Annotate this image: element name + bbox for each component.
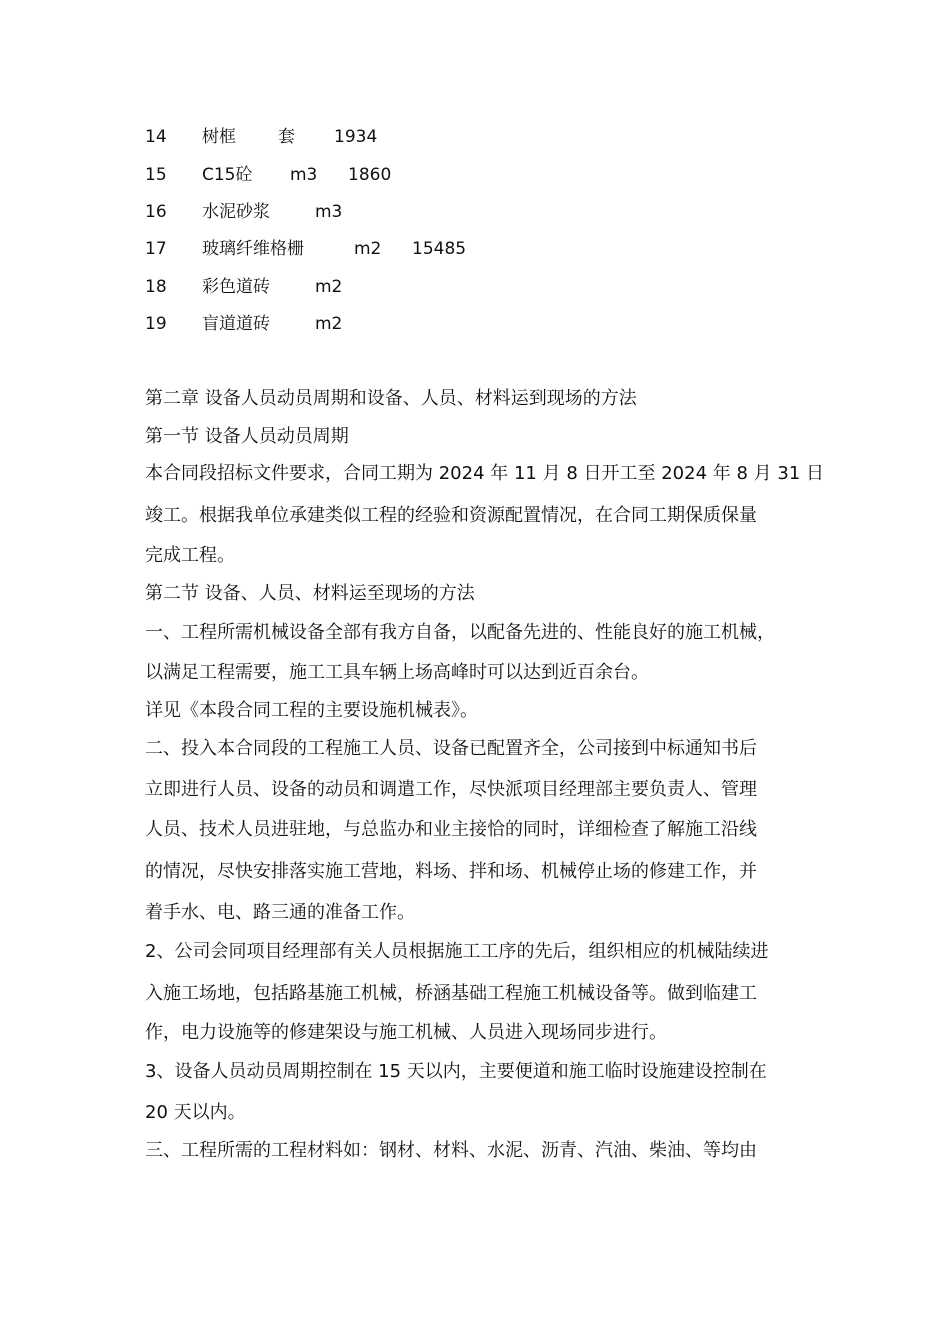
- paragraph-line: 本合同段招标文件要求，合同工期为 2024 年 11 月 8 日开工至 2024 年 8 月 31 日: [145, 463, 824, 484]
- paragraph-line: 详见《本段合同工程的主要设施机械表》。: [145, 700, 478, 721]
- paragraph-line: 三、工程所需的工程材料如：钢材、材料、水泥、沥青、汽油、柴油、等均由: [145, 1140, 757, 1161]
- paragraph-line: 完成工程。: [145, 545, 235, 566]
- material-name: 树框: [202, 127, 236, 147]
- material-unit: m2: [315, 277, 343, 297]
- paragraph-line: 2、公司会同项目经理部有关人员根据施工工序的先后，组织相应的机械陆续进: [145, 941, 769, 962]
- material-unit: 套: [278, 127, 295, 147]
- material-name: 玻璃纤维格栅: [202, 239, 304, 259]
- material-name: 水泥砂浆: [202, 202, 270, 222]
- paragraph-line: 20 天以内。: [145, 1102, 246, 1123]
- material-quantity: 1860: [348, 165, 392, 185]
- material-name: 彩色道砖: [202, 277, 270, 297]
- chapter-heading: 第二章 设备人员动员周期和设备、人员、材料运到现场的方法: [145, 388, 637, 409]
- row-number: 19: [145, 314, 167, 334]
- material-quantity: 15485: [412, 239, 467, 259]
- paragraph-line: 二、投入本合同段的工程施工人员、设备已配置齐全，公司接到中标通知书后: [145, 738, 757, 759]
- paragraph-line: 着手水、电、路三通的准备工作。: [145, 902, 415, 923]
- row-number: 14: [145, 127, 167, 147]
- section-heading: 第二节 设备、人员、材料运至现场的方法: [145, 583, 475, 604]
- material-name: 盲道道砖: [202, 314, 270, 334]
- material-unit: m3: [315, 202, 343, 222]
- material-unit: m3: [290, 165, 318, 185]
- paragraph-line: 一、工程所需机械设备全部有我方自备，以配备先进的、性能良好的施工机械，: [145, 622, 775, 643]
- paragraph-line: 人员、技术人员进驻地，与总监办和业主接恰的同时，详细检查了解施工沿线: [145, 819, 757, 840]
- paragraph-line: 以满足工程需要，施工工具车辆上场高峰时可以达到近百余台。: [145, 662, 649, 683]
- row-number: 16: [145, 202, 167, 222]
- paragraph-line: 立即进行人员、设备的动员和调遣工作，尽快派项目经理部主要负责人、管理: [145, 779, 757, 800]
- paragraph-line: 作，电力设施等的修建架设与施工机械、人员进入现场同步进行。: [145, 1022, 667, 1043]
- material-unit: m2: [354, 239, 382, 259]
- material-name: C15砼: [202, 165, 253, 185]
- material-quantity: 1934: [334, 127, 378, 147]
- section-heading: 第一节 设备人员动员周期: [145, 426, 349, 447]
- material-unit: m2: [315, 314, 343, 334]
- paragraph-line: 3、设备人员动员周期控制在 15 天以内，主要便道和施工临时设施建设控制在: [145, 1061, 767, 1082]
- paragraph-line: 的情况，尽快安排落实施工营地，料场、拌和场、机械停止场的修建工作，并: [145, 861, 757, 882]
- paragraph-line: 竣工。根据我单位承建类似工程的经验和资源配置情况，在合同工期保质保量: [145, 505, 757, 526]
- row-number: 15: [145, 165, 167, 185]
- row-number: 18: [145, 277, 167, 297]
- row-number: 17: [145, 239, 167, 259]
- paragraph-line: 入施工场地，包括路基施工机械，桥涵基础工程施工机械设备等。做到临建工: [145, 983, 757, 1004]
